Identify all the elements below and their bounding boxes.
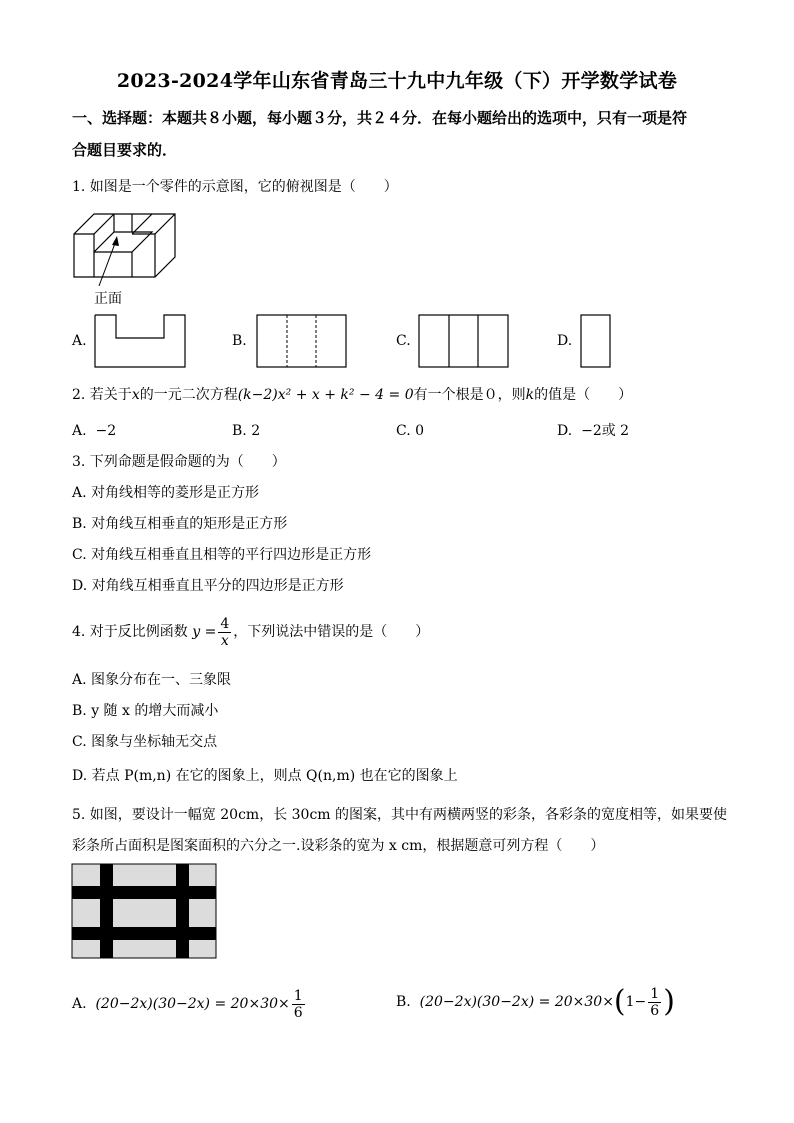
q1-option-d-label: D. <box>557 333 573 349</box>
q2-option-a <box>72 421 116 441</box>
q1-stem: 1. 如图是一个零件的示意图，它的俯视图是（ ） <box>72 179 398 195</box>
q2-stem-end: 的值是（ ） <box>534 387 633 403</box>
q5-option-b-den: 6 <box>650 1002 660 1019</box>
q2-equation: (k−2)x² + x + k² − 4 = 0 <box>237 387 414 403</box>
q5-option-a-den: 6 <box>293 1004 303 1021</box>
q2-option-c <box>396 421 424 441</box>
q4-option-b: B. y 随 x 的增大而减小 <box>72 703 219 719</box>
q2-option-a-value: −2 <box>95 423 117 439</box>
q5-stem-line1: 5. 如图，要设计一幅宽 20cm，长 30cm 的图案，其中有两横两竖的彩条，各彩条的宽度相等，如果要使 <box>72 807 728 823</box>
q2-option-c-label: C. <box>396 423 411 439</box>
q1-part-figure <box>70 210 180 285</box>
q5-option-b <box>396 980 675 1024</box>
q4-stem <box>72 614 429 650</box>
q5-option-b-rparen: ) <box>663 984 675 1019</box>
q2-var-k: k <box>525 387 535 403</box>
q4-func-den: x <box>220 632 229 649</box>
q2-stem-pre: 2. 若关于 <box>72 387 132 403</box>
q2-var-x: x <box>131 387 140 403</box>
q2-option-b-label: B. <box>232 423 247 439</box>
q2-option-d <box>557 421 629 441</box>
q1-option-b-figure <box>256 314 348 368</box>
q2-option-b-value: 2 <box>251 423 261 439</box>
q5-option-b-lparen: ( <box>613 984 626 1019</box>
section-header-line1: 一、选择题：本题共８小题，每小题３分，共２４分．在每小题给出的选项中，只有一项是符 <box>72 109 688 127</box>
q5-option-b-fraction <box>648 986 661 1019</box>
q2-stem-mid: 的一元二次方程 <box>139 387 238 403</box>
q5-pattern-figure <box>72 864 218 960</box>
q1-option-a-label: A. <box>72 333 87 349</box>
q5-option-a-expr: (20−2x)(30−2x) = 20×30× <box>95 996 290 1012</box>
q4-stem-pre: 4. 对于反比例函数 <box>72 624 188 640</box>
q4-option-a: A. 图象分布在一、三象限 <box>72 672 232 688</box>
q4-func-lhs: y = <box>192 624 217 640</box>
q2-option-d-label: D. <box>557 423 573 439</box>
q4-stem-post: ，下列说法中错误的是（ ） <box>233 624 430 640</box>
q5-option-b-expr: (20−2x)(30−2x) = 20×30× <box>419 994 614 1010</box>
q5-stem-line2: 彩条所占面积是图案面积的六分之一.设彩条的宽为 x cm，根据题意可列方程（ ） <box>72 838 605 854</box>
q5-option-b-one-minus: 1− <box>625 994 647 1010</box>
q2-option-a-label: A. <box>72 423 87 439</box>
q2-option-c-value: 0 <box>415 423 425 439</box>
q4-option-c: C. 图象与坐标轴无交点 <box>72 734 218 750</box>
q5-option-b-num: 1 <box>650 985 660 1002</box>
q3-option-d: D. 对角线互相垂直且平分的四边形是正方形 <box>72 578 344 594</box>
q4-func-fraction <box>218 616 231 649</box>
q1-option-c-label: C. <box>396 333 411 349</box>
q1-option-b-label: B. <box>232 333 247 349</box>
q5-option-a-label: A. <box>72 996 87 1012</box>
q3-option-c: C. 对角线互相垂直且相等的平行四边形是正方形 <box>72 547 372 563</box>
front-arrow <box>95 234 125 290</box>
q1-option-a-figure <box>94 314 186 368</box>
q1-option-c-figure <box>418 314 510 368</box>
q2-option-b <box>232 421 260 441</box>
q4-option-d: D. 若点 P(m,n) 在它的图象上，则点 Q(n,m) 也在它的图象上 <box>72 768 458 784</box>
q3-option-a: A. 对角线相等的菱形是正方形 <box>72 485 260 501</box>
q2-stem <box>72 385 632 405</box>
q3-option-b: B. 对角线互相垂直的矩形是正方形 <box>72 516 288 532</box>
q5-option-b-label: B. <box>396 994 411 1010</box>
q5-option-a-fraction <box>292 988 305 1021</box>
q2-option-d-value: −2或 2 <box>581 423 630 439</box>
q3-stem: 3. 下列命题是假命题的为（ ） <box>72 454 286 470</box>
q1-option-d-figure <box>580 314 612 368</box>
q5-option-a-num: 1 <box>293 987 303 1004</box>
section-header-line2: 合题目要求的． <box>72 141 178 159</box>
q2-stem-post: 有一个根是０，则 <box>413 387 526 403</box>
front-label: 正面 <box>94 291 122 307</box>
q4-func-num: 4 <box>220 615 230 632</box>
page-title: 2023-2024学年山东省青岛三十九中九年级（下）开学数学试卷 <box>116 70 678 92</box>
q5-option-a <box>72 986 307 1022</box>
